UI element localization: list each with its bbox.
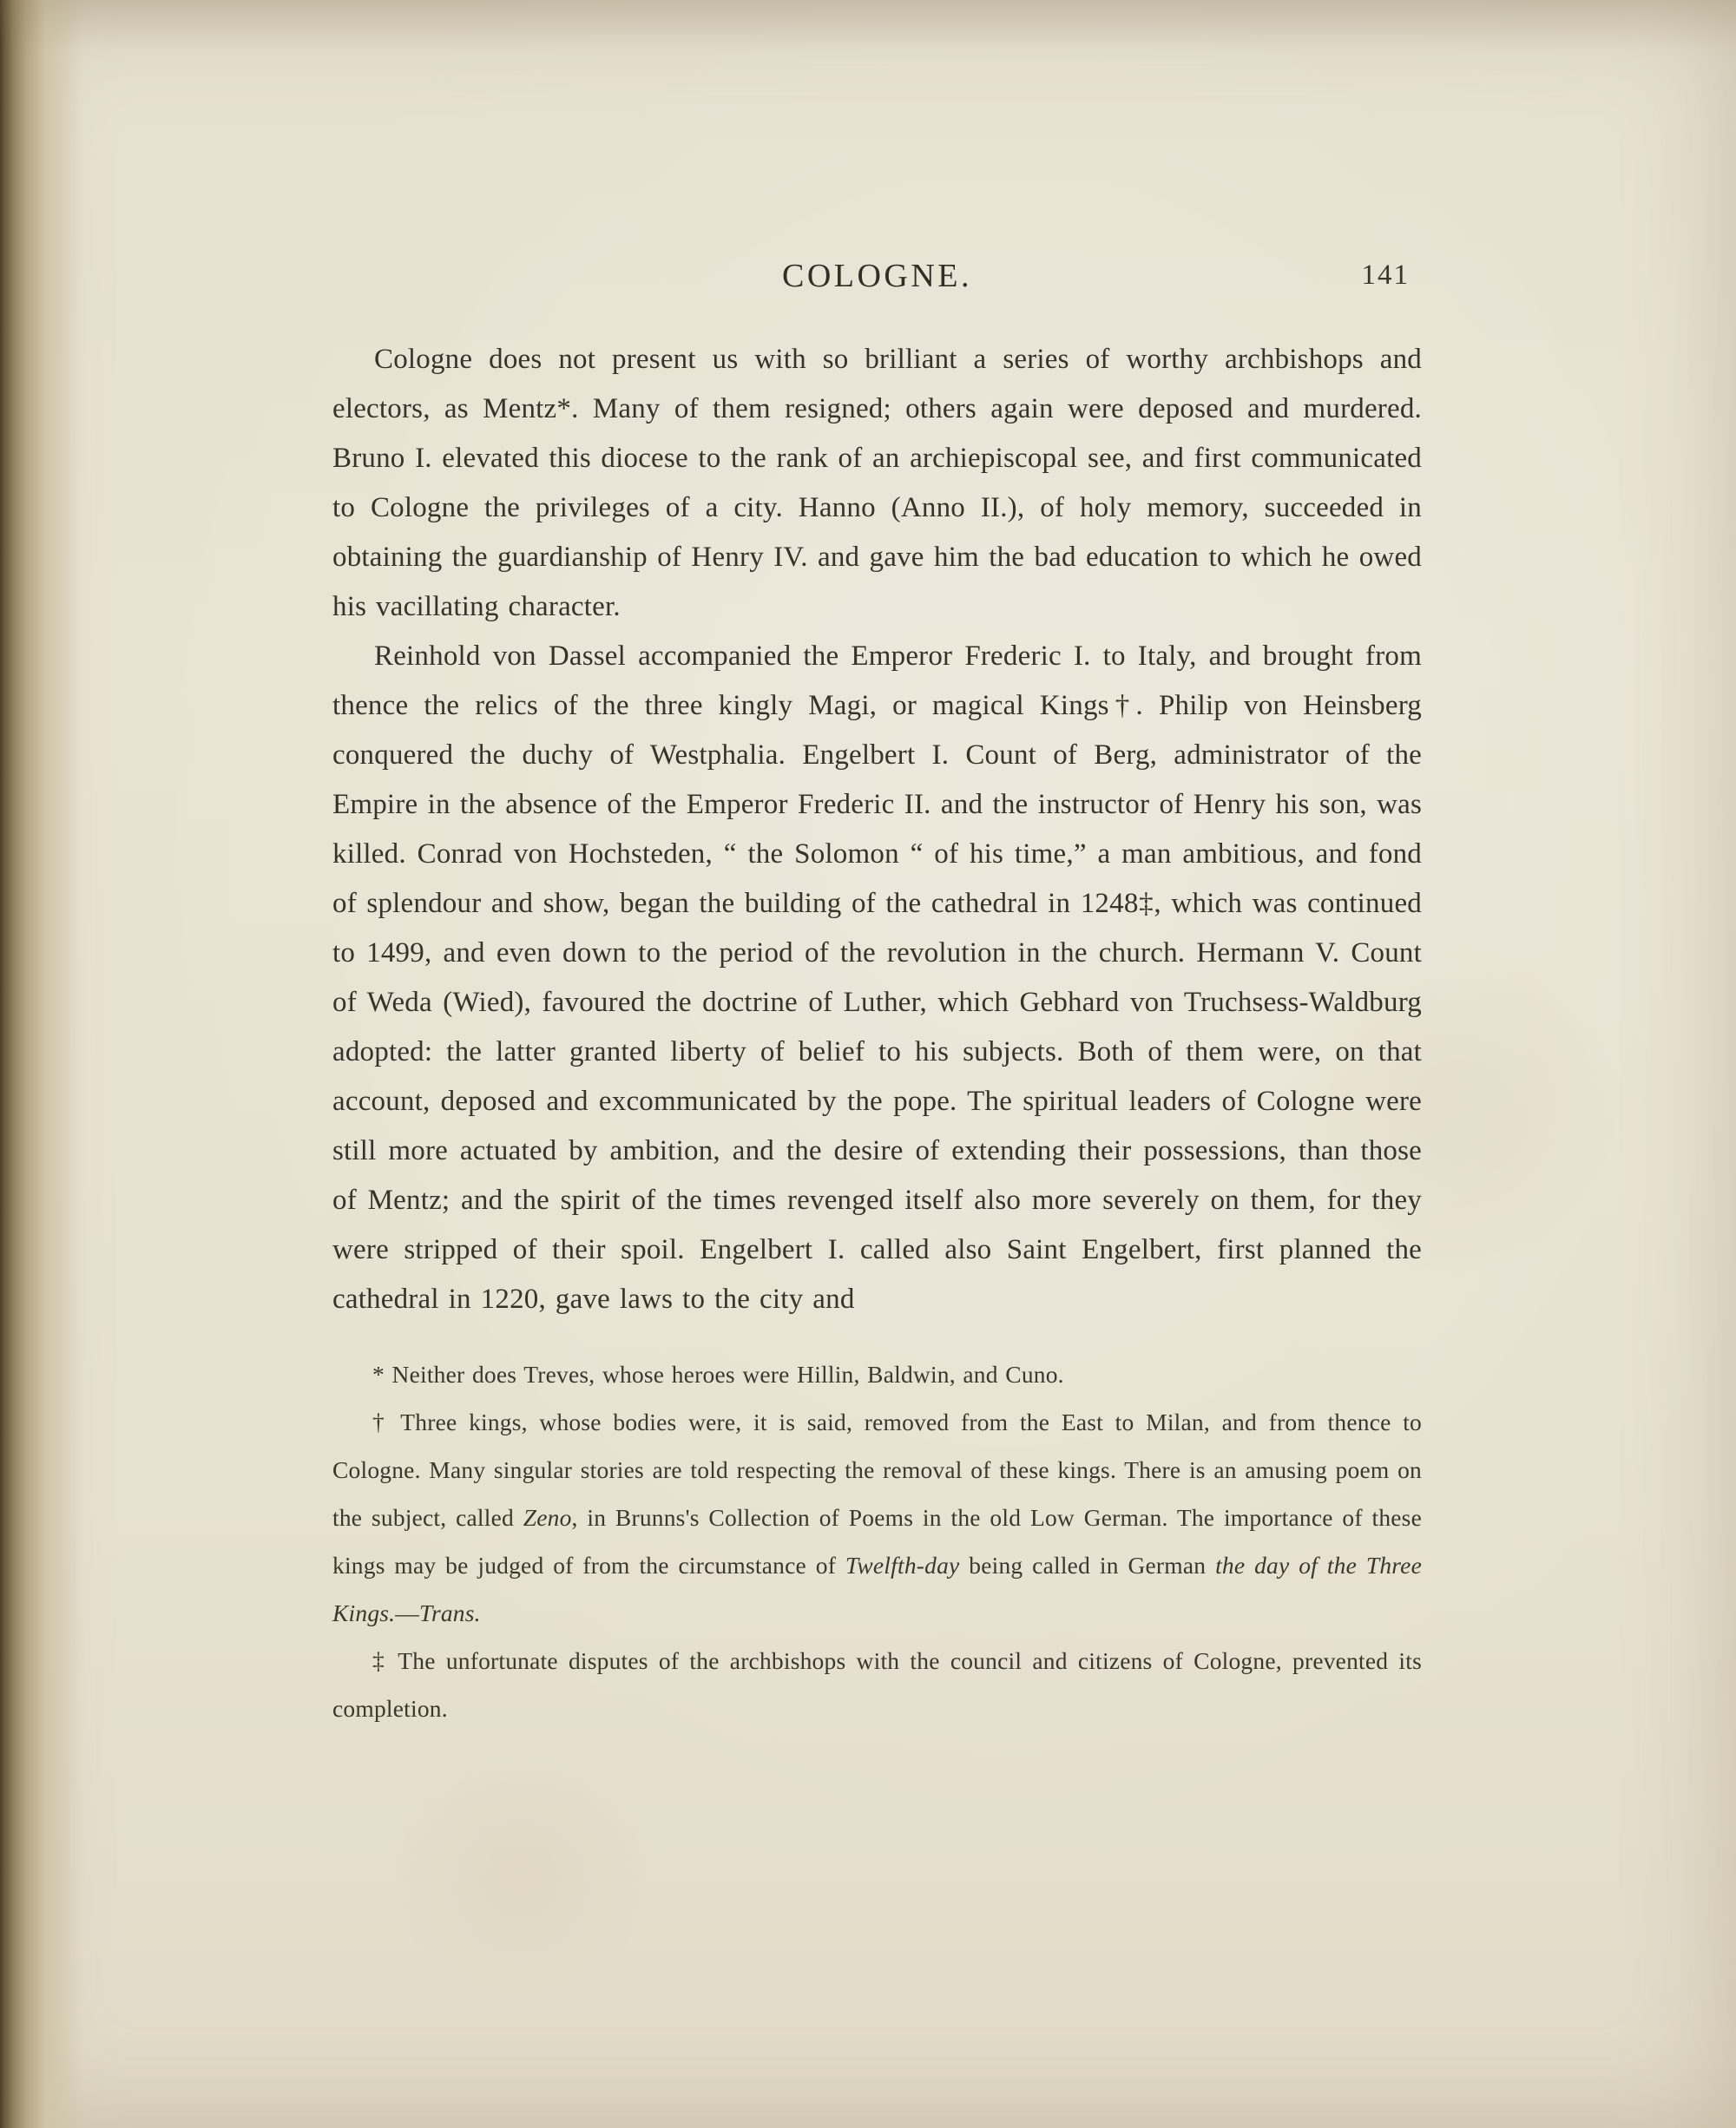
footnote-dagger: † Three kings, whose bodies were, it is said, removed from the East to Milan, and from thence to Cologne. Many singular stories are told respecting the removal of these kings. There is an amusing poem on the subject, called Zeno, in Brunns's Collection of Poems in the old Low German. The importance of these kings may be judged of from the circumstance of Twelfth-day being called in German the day of the Three Kings.—Trans. [332,1409,1422,1626]
footnotes-section [332,1350,1422,1732]
page-title: COLOGNE. [781,258,973,294]
page-number: 141 [1361,259,1410,291]
body-paragraph-reinhold-von-dassel: Reinhold von Dassel accompanied the Emperor Frederic I. to Italy, and brought from thence the relics of the three kingly Magi, or magical Kings†. Philip von Heinsberg conquered the duchy of Westphalia. Engelbert I. Count of Berg, administrator of the Empire in the absence of the Emperor Frederic II. and the instructor of Henry his son, was killed. Conrad von Hochsteden, “ the Solomon “ of his time,” a man ambitious, and fond of splendour and show, began the building of the cathedral in 1248‡, which was continued to 1499, and even down to the period of the revolution in the church. Hermann V. Count of Weda (Wied), favoured the doctrine of Luther, which Gebhard von Truchsess-Waldburg adopted: the latter granted liberty of belief to his subjects. Both of them were, on that account, deposed and excommunicated by the pope. The spiritual leaders of Cologne were still more actuated by ambition, and the desire of extending their possessions, than those of Mentz; and the spirit of the times revenged itself also more severely on them, for they were stripped of their spoil. Engelbert I. called also Saint Engelbert, first planned the cathedral in 1220, gave laws to the city and [332,640,1422,1315]
page-edge-shading [0,0,1736,52]
body-text [332,335,1422,1324]
running-header [332,257,1422,302]
body-paragraph-archbishops: Cologne does not present us with so brilliant a series of worthy archbishops and electors, as Mentz*. Many of them resigned; others again were deposed and murdered. Bruno I. elevated this diocese to the rank of an archiepiscopal see, and first communicated to Cologne the privileges of a city. Hanno (Anno II.), of holy memory, succeeded in obtaining the guardianship of Henry IV. and gave him the bad education to which he owed his vacillating character. [332,344,1422,622]
footnote-asterisk: * Neither does Treves, whose heroes were Hillin, Baldwin, and Cuno. [372,1361,1064,1388]
binding-shadow [0,0,82,2128]
footnote-double-dagger: ‡ The unfortunate disputes of the archbishops with the council and citizens of Cologne, prevented its completion. [332,1647,1422,1722]
page-content [332,257,1422,1732]
